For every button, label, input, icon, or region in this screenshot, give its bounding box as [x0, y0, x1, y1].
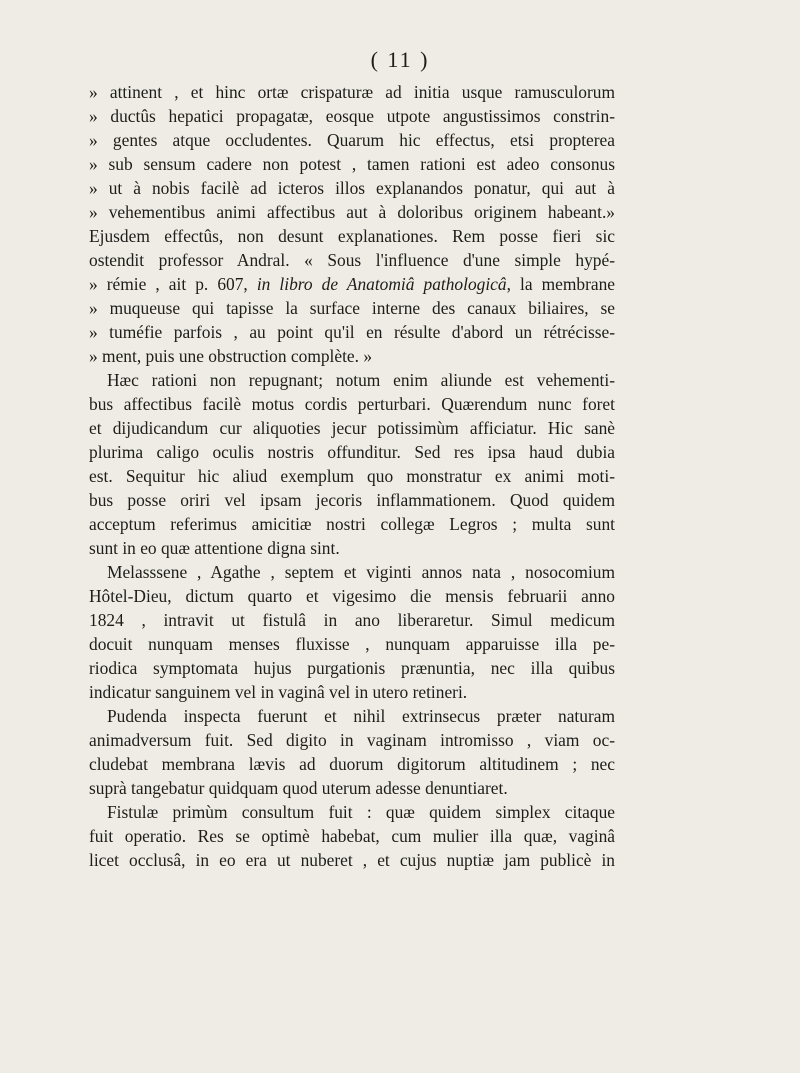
text-line: » ductûs hepatici propagatæ, eosque utpote angustissimos constrin-	[89, 106, 615, 126]
text-line: plurima caligo oculis nostris offunditur. Sed res ipsa haud dubia	[89, 442, 615, 462]
body-text	[89, 80, 615, 872]
text-line: bus posse oriri vel ipsam jecoris inflammationem. Quod quidem	[89, 490, 615, 510]
text-line: docuit nunquam menses fluxisse , nunquam apparuisse illa pe-	[89, 634, 615, 654]
text-line: est. Sequitur hic aliud exemplum quo monstratur ex animi moti-	[89, 466, 615, 486]
text-line: sunt in eo quæ attentione digna sint.	[89, 538, 340, 558]
text-line: indicatur sanguinem vel in vaginâ vel in utero retineri.	[89, 682, 468, 702]
text-line: » muqueuse qui tapisse la surface interne des canaux biliaires, se	[89, 298, 615, 318]
text-line: acceptum referimus amicitiæ nostri collegæ Legros ; multa sunt	[89, 514, 615, 534]
text-line: licet occlusâ, in eo era ut nuberet , et cujus nuptiæ jam publicè in	[89, 850, 615, 870]
text-line: » vehementibus animi affectibus aut à doloribus originem habeant.»	[89, 202, 615, 222]
text-segment: , la membrane	[506, 274, 615, 294]
text-line: cludebat membrana lævis ad duorum digitorum altitudinem ; nec	[89, 754, 615, 774]
text-line: Hæc rationi non repugnant; notum enim aliunde est vehementi-	[107, 370, 615, 390]
text-line: » gentes atque occludentes. Quarum hic effectus, etsi propterea	[89, 130, 615, 150]
text-line: fuit operatio. Res se optimè habebat, cum mulier illa quæ, vaginâ	[89, 826, 615, 846]
text-line: bus affectibus facilè motus cordis perturbari. Quærendum nunc foret	[89, 394, 615, 414]
text-line: Hôtel-Dieu, dictum quarto et vigesimo die mensis februarii anno	[89, 586, 615, 606]
text-line: riodica symptomata hujus purgationis prænuntia, nec illa quibus	[89, 658, 615, 678]
page-number: ( 11 )	[370, 47, 430, 72]
text-line: Pudenda inspecta fuerunt et nihil extrinsecus præter naturam	[107, 706, 615, 726]
text-line: Ejusdem effectûs, non desunt explanationes. Rem posse fieri sic	[89, 226, 615, 246]
italic-book-title: in libro de Anatomiâ pathologicâ	[256, 274, 507, 294]
text-line: et dijudicandum cur aliquoties jecur potissimùm afficiatur. Hic sanè	[89, 418, 615, 438]
text-line: » attinent , et hinc ortæ crispaturæ ad initia usque ramusculorum	[89, 82, 615, 102]
text-segment: » rémie , ait p. 607,	[89, 274, 257, 294]
text-line: suprà tangebatur quidquam quod uterum adesse denuntiaret.	[89, 778, 508, 798]
text-line: 1824 , intravit ut fistulâ in ano liberaretur. Simul medicum	[89, 610, 615, 630]
text-line: » tuméfie parfois , au point qu'il en résulte d'abord un rétrécisse-	[89, 322, 615, 342]
text-line: » ment, puis une obstruction complète. »	[89, 346, 373, 366]
text-line: » ut à nobis facilè ad icteros illos explanandos ponatur, qui aut à	[89, 178, 615, 198]
text-line: animadversum fuit. Sed digito in vaginam intromisso , viam oc-	[89, 730, 615, 750]
text-line: » sub sensum cadere non potest , tamen rationi est adeo consonus	[89, 154, 615, 174]
text-line	[89, 272, 615, 296]
text-line: Fistulæ primùm consultum fuit : quæ quidem simplex citaque	[107, 802, 615, 822]
text-line: ostendit professor Andral. « Sous l'influence d'une simple hypé-	[89, 250, 615, 270]
text-line: Melasssene , Agathe , septem et viginti annos nata , nosocomium	[107, 562, 615, 582]
